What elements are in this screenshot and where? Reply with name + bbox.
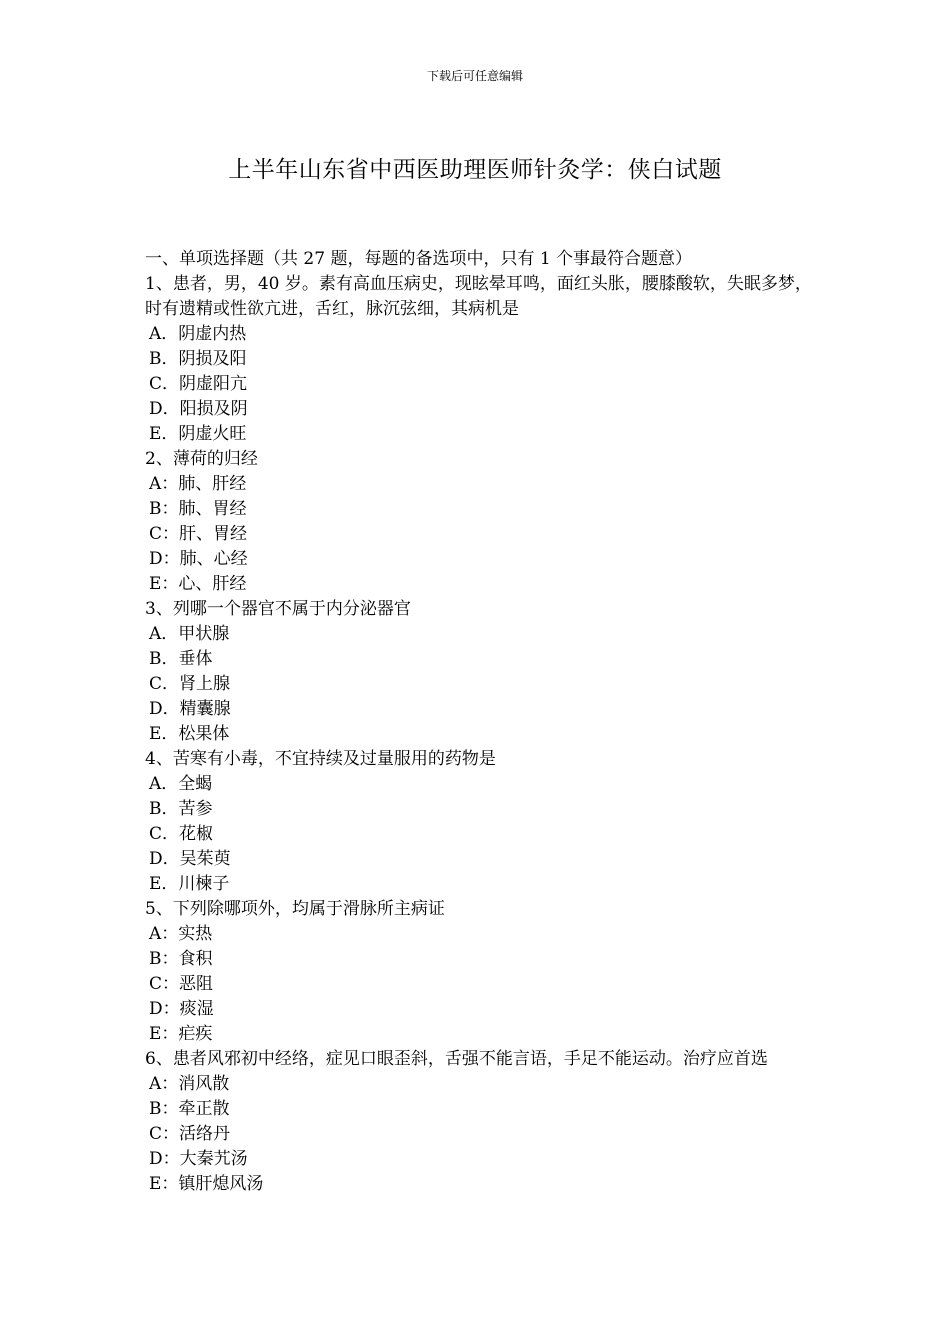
question-stem: 1、患者，男，40 岁。素有高血压病史，现眩晕耳鸣，面红头胀，腰膝酸软，失眠多梦，时有遗精或性欲亢进，舌红，脉沉弦细，其病机是 xyxy=(145,274,812,319)
answer-option: D：肺、心经 xyxy=(149,549,248,569)
answer-option: C．肾上腺 xyxy=(149,674,231,694)
question-block xyxy=(145,747,815,897)
answer-option: B．阴损及阳 xyxy=(149,349,247,369)
question-stem: 2、薄荷的归经 xyxy=(145,449,258,469)
answer-option: B：牵正散 xyxy=(149,1099,230,1119)
answer-option: B．垂体 xyxy=(149,649,213,669)
answer-option: E：镇肝熄风汤 xyxy=(149,1174,264,1194)
question-block xyxy=(145,597,815,747)
question-stem: 5、下列除哪项外，均属于滑脉所主病证 xyxy=(145,899,445,919)
answer-option: D．阳损及阴 xyxy=(149,399,248,419)
section-heading: 一、单项选择题（共 27 题，每题的备选项中，只有 1 个事最符合题意） xyxy=(145,249,693,269)
question-stem: 3、列哪一个器官不属于内分泌器官 xyxy=(145,599,411,619)
question-stem: 6、患者风邪初中经络，症见口眼歪斜，舌强不能言语，手足不能运动。治疗应首选 xyxy=(145,1049,768,1069)
answer-option: C．花椒 xyxy=(149,824,214,844)
answer-option: B．苦参 xyxy=(149,799,213,819)
question-block xyxy=(145,447,815,597)
document-body xyxy=(145,247,815,1197)
answer-option: E：疟疾 xyxy=(149,1024,213,1044)
answer-option: A．全蝎 xyxy=(149,774,213,794)
answer-option: D：痰湿 xyxy=(149,999,214,1019)
answer-option: B：肺、胃经 xyxy=(149,499,247,519)
header-note: 下载后可任意编辑 xyxy=(426,69,523,83)
question-block xyxy=(145,897,815,1047)
answer-option: A：肺、肝经 xyxy=(149,474,247,494)
answer-option: C：恶阻 xyxy=(149,974,214,994)
answer-option: C：活络丹 xyxy=(149,1124,231,1144)
answer-option: D：大秦艽汤 xyxy=(149,1149,248,1169)
answer-option: A．阴虚内热 xyxy=(149,324,247,344)
question-block xyxy=(145,272,815,447)
answer-option: C．阴虚阳亢 xyxy=(149,374,248,394)
question-stem: 4、苦寒有小毒，不宜持续及过量服用的药物是 xyxy=(145,749,496,769)
answer-option: E．川楝子 xyxy=(149,874,230,894)
answer-option: C：肝、胃经 xyxy=(149,524,248,544)
answer-option: A．甲状腺 xyxy=(149,624,230,644)
answer-option: D．吴茱萸 xyxy=(149,849,231,869)
question-block xyxy=(145,1047,815,1197)
answer-option: E：心、肝经 xyxy=(149,574,247,594)
answer-option: E．松果体 xyxy=(149,724,230,744)
answer-option: A：消风散 xyxy=(149,1074,230,1094)
answer-option: E．阴虚火旺 xyxy=(149,424,247,444)
answer-option: B：食积 xyxy=(149,949,213,969)
document-title: 上半年山东省中西医助理医师针灸学：侠白试题 xyxy=(228,157,722,183)
answer-option: D．精囊腺 xyxy=(149,699,231,719)
answer-option: A：实热 xyxy=(149,924,213,944)
